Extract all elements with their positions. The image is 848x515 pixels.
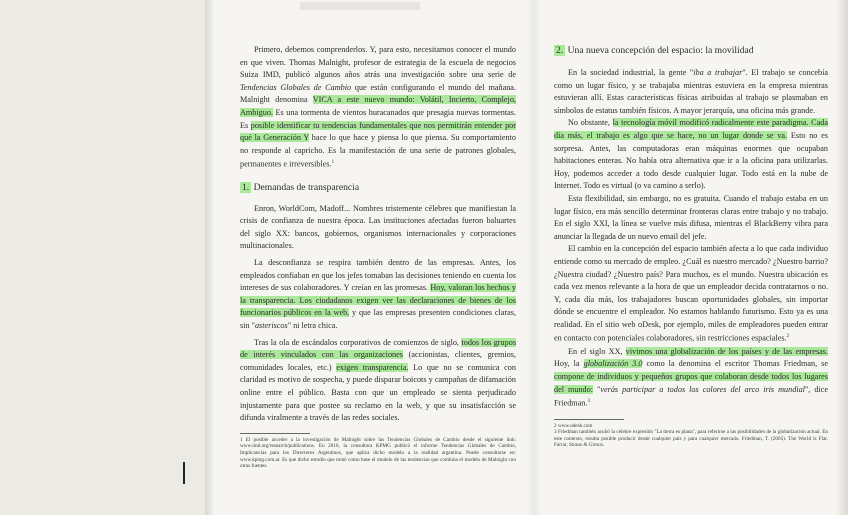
highlight: VICA a este nuevo mundo: Volátil, Incierto, Complejo, Ambiguo.: [240, 95, 516, 117]
highlight: todos los grupos de interés vinculados con las organizaciones: [240, 337, 516, 360]
book-gutter: [527, 0, 541, 515]
left-paragraph-1: Primero, debemos comprenderlos. Y, para esto, necesitamos conocer el mundo en que viven. Thomas Malnight, profesor de estrategia de la escuela de negocios Suiza IMD, publicó algunos años atrás una investigación sobre una serie de Tendencias Globales de Cambio que están configurando el mundo del mañana. Malnight denomina VICA a este nuevo mundo: Volátil, Incierto, Complejo, Ambiguo. Es una tormenta de vientos huracanados que presagia nuevas tormentas. Es posible identificar tu tendencias fundamentales que nos permitirán entender por qué la Generación Y hace lo que hace y piensa lo que piensa. Su comportamiento no responde al capricho. Es la manifestación de una serie de patrones globales, permanentes e irreversibles.$^1$: [240, 45, 516, 170]
highlight: exigen transparencia.: [336, 362, 409, 372]
right-paragraph-1: En la sociedad industrial, la gente "iba a trabajar". El trabajo se concebía como un lugar físico, y se trabajaba mientras estuviera en la empresa mientras estuvieran allí. Estas características físicas atribuidas al trabajo se plasmaban en símbolos de estatus también físicos. A mayor jerarquía, una oficina más grande.: [554, 68, 828, 115]
left-paragraph-2: Enron, WorldCom, Madoff... Nombres tristemente célebres que manifiestan la crisis de confianza de nuestra época. Las instituciones afectadas fueron baluartes del siglo XX: bancos, gobiernos, organismos internacionales y corporaciones multinacionales.: [240, 203, 516, 251]
right-column: [554, 44, 828, 449]
bleed-through-mark: [300, 2, 420, 10]
footnote-area: [554, 419, 828, 449]
footnote-ref: 1: [331, 160, 335, 166]
left-paragraph-3: La desconfianza se respira también dentro de las empresas. Antes, los empleados confiaban en que los jefes tomaban las decisiones teniendo en cuenta los intereses de sus colaboradores. Y creían en las promesas. Hoy, valoran los hechos y la transparencia. Los ciudadanos exigen ver las declaraciones de bienes de los funcionarios públicos en la web, y que las empresas presenten condiciones claras, sin "asteriscos" ni letra chica.: [240, 258, 516, 331]
right-paragraph-5: En el siglo XX, vivimos una globalización de los países y de las empresas. Hoy, la globalización 3.0 como la denomina el escritor Thomas Friedman, se compone de individuos y pequeños grupos que colaboran desde todos los lugares del mundo: "veràs participar a todos los colores del arco iris mundial", dice Friedman.$^3$: [554, 346, 828, 408]
highlight: Hoy, valoran los hechos y la transparencia. Los ciudadanos exigen ver las declaraciones de bienes de los funcionarios públicos en la web,: [240, 283, 516, 318]
section-heading-1: [240, 181, 516, 194]
footnote-rule: [240, 433, 310, 434]
highlight: globalización 3.0: [583, 359, 643, 369]
highlight: la tecnología móvil modificó radicalmente este paradigma. Cada día más, el trabajo es algo que se hace, no un lugar donde se va.: [554, 118, 828, 140]
page-left-shadow: [205, 0, 215, 515]
right-paragraph-2: No obstante, la tecnología móvil modificó radicalmente este paradigma. Cada día más, el trabajo es algo que se hace, no un lugar donde se va. Esto no es sorpresa. Antes, las computadoras eran máquinas enormes que ocupaban habitaciones enteras. No había otra alternativa que ir a la oficina para utilizarlas. Hoy, podemos acceder a todo desde cualquier lugar. Todo está en la nube de Internet. Todo es virtual (o va camino a serlo).: [554, 118, 828, 191]
footnote-area: [240, 433, 516, 470]
section-number: 2.: [556, 45, 564, 56]
section-title: Una nueva concepción del espacio: la movilidad: [567, 45, 754, 56]
page-right-edge: [836, 0, 848, 515]
footnote-1: 1 El posible acceder a la investigación de Malnight sobre las Tendencias Globales de Cambio desde el siguiente link: www.imd.org/research/publications. En 2010, la consultora KPMG publicó el informe Tendencias Globales de Cambio, Implicancias para los Directores Argentinos, que aplica dicho modelo a la realidad argentina. Puede consultarse en: www.kpmg.com.ar. Es que dicho estudio que tomé como base el modelo de las tendencias que combina el modelo de Malnight con otras fuentes.: [240, 436, 516, 470]
footnote-ref: 2: [786, 334, 790, 340]
right-paragraph-3: Esta flexibilidad, sin embargo, no es gratuita. Cuando el trabajo estaba en un lugar físico, era más sencillo determinar fronteras claras entre trabajo y no trabajo. En el siglo XXI, la línea se vuelve más difusa, mientras el BlackBerry vibra para anunciar la llegada de un nuevo email del jefe.: [554, 193, 828, 241]
section-heading-2: [554, 44, 828, 57]
section-title: Demandas de transparencia: [253, 181, 360, 193]
highlight: compone de individuos y pequeños grupos que colaboran desde todos los lugares del mundo:: [554, 371, 828, 394]
right-paragraph-4: El cambio en la concepción del espacio también afecta a lo que cada individuo entiende como su mercado de empleo. ¿Cuál es nuestro mercado? ¿Nuestro barrio? ¿Nuestra ciudad? ¿Nuestro país? Para muchos, es el mundo. Nuestra ubicación es cada vez menos relevante a la hora de que un empleador decida contratarnos o no. Y, cada día más, los trabajadores buscan oportunidades globales, sin importar dónde se encuentre el empleador. No estamos hablando futurismo. Esto ya es una realidad. En el sitio web oDesk, por ejemplo, miles de empleadores pueden entrar en contacto con potenciales colaboradores, sin restricciones espaciales.$^2$: [554, 244, 828, 344]
footnote-2: 2 www.odesk.com: [554, 422, 593, 429]
footnote-3: 3 Friedman también acuñó la célebre expresión "La tierra es plana", para referirse a las posibilidades de la globalización actual. En este contexto, resulta posible producir desde cualquier país y para cualquier mercado. Friedman, T. (2005). The World is Flat. Farrar, Straus & Giroux.: [554, 429, 828, 449]
footnote-ref: 3: [587, 399, 590, 405]
footnote-rule: [554, 419, 624, 420]
left-paragraph-4: Tras la ola de escándalos corporativos de comienzos de siglo, todos los grupos de interés vinculados con las organizaciones (accionistas, clientes, gremios, comunidades locales, etc.) exigen transparencia. Lo que no se comunica con claridad es motivo de sospecha, y puede disparar boicots y campañas de difamación online entre el público. Basta con que un empleado se sienta perjudicado injustamente para que postee su reclamo en la web, y que su insatisfacción se difunda viralmente a través de las redes sociales.: [240, 337, 517, 423]
highlight: posible identificar tu tendencias fundamentales que nos permitirán entender por qué la Generación Y: [240, 120, 516, 143]
section-number: 1.: [242, 181, 250, 193]
highlight: vivimos una globalización de los países y de las empresas.: [625, 346, 828, 356]
left-column: [240, 44, 516, 470]
margin-mark: [183, 462, 185, 484]
